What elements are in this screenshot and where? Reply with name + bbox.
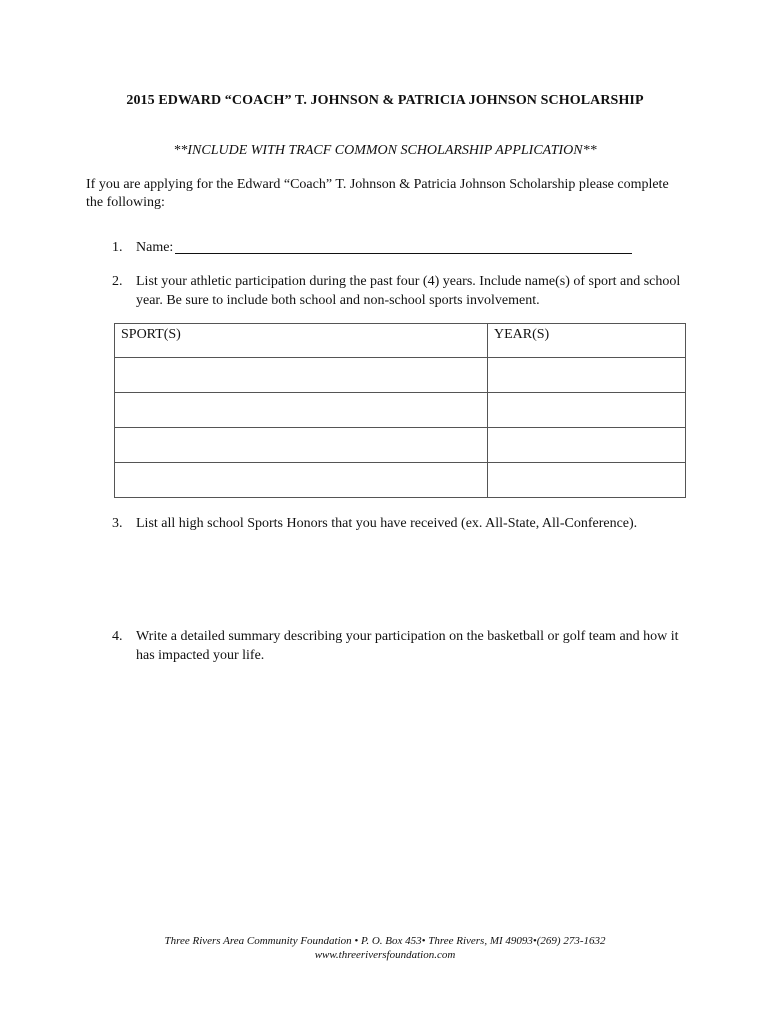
form-title: 2015 EDWARD “COACH” T. JOHNSON & PATRICIA JOHNSON SCHOLARSHIP (126, 93, 644, 108)
form-intro: If you are applying for the Edward “Coach” T. Johnson & Patricia Johnson Scholarship please complete the following: (86, 177, 669, 210)
question-text: Write a detailed summary describing your participation on the basketball or golf team and how it has impacted your life. (136, 629, 679, 663)
page-footer (0, 934, 770, 962)
sports-column-header: SPORT(S) (115, 324, 488, 358)
form-subtitle: **INCLUDE WITH TRACF COMMON SCHOLARSHIP APPLICATION** (173, 143, 597, 158)
sport-cell[interactable] (115, 393, 488, 428)
question-text: List your athletic participation during the past four (4) years. Include name(s) of sport and school year. Be sure to include both school and non-school sports involvement. (136, 274, 681, 308)
question-number: 2. (112, 274, 123, 289)
question-athletic-participation (112, 272, 702, 312)
footer-address: Three Rivers Area Community Foundation • P. O. Box 453• Three Rivers, MI 49093•(269) 273-1632 (164, 935, 606, 947)
years-column-header: YEAR(S) (488, 324, 686, 358)
year-cell[interactable] (488, 428, 686, 463)
question-number: 1. (112, 240, 123, 255)
question-text: Name: (136, 240, 174, 255)
table-row (115, 428, 686, 463)
question-team-summary (112, 627, 702, 667)
sport-cell[interactable] (115, 358, 488, 393)
sport-cell[interactable] (115, 463, 488, 498)
year-cell[interactable] (488, 358, 686, 393)
sport-cell[interactable] (115, 428, 488, 463)
question-text: List all high school Sports Honors that you have received (ex. All-State, All-Conference). (136, 516, 638, 531)
question-number: 4. (112, 629, 123, 644)
sports-table (114, 323, 686, 498)
question-number: 3. (112, 516, 123, 531)
footer-website: www.threeriversfoundation.com (314, 949, 456, 961)
question-sports-honors (112, 514, 702, 534)
year-cell[interactable] (488, 463, 686, 498)
year-cell[interactable] (488, 393, 686, 428)
table-row (115, 358, 686, 393)
table-header-row (115, 324, 686, 358)
question-name (112, 238, 692, 258)
table-row (115, 463, 686, 498)
table-row (115, 393, 686, 428)
name-input-line[interactable] (175, 253, 632, 254)
